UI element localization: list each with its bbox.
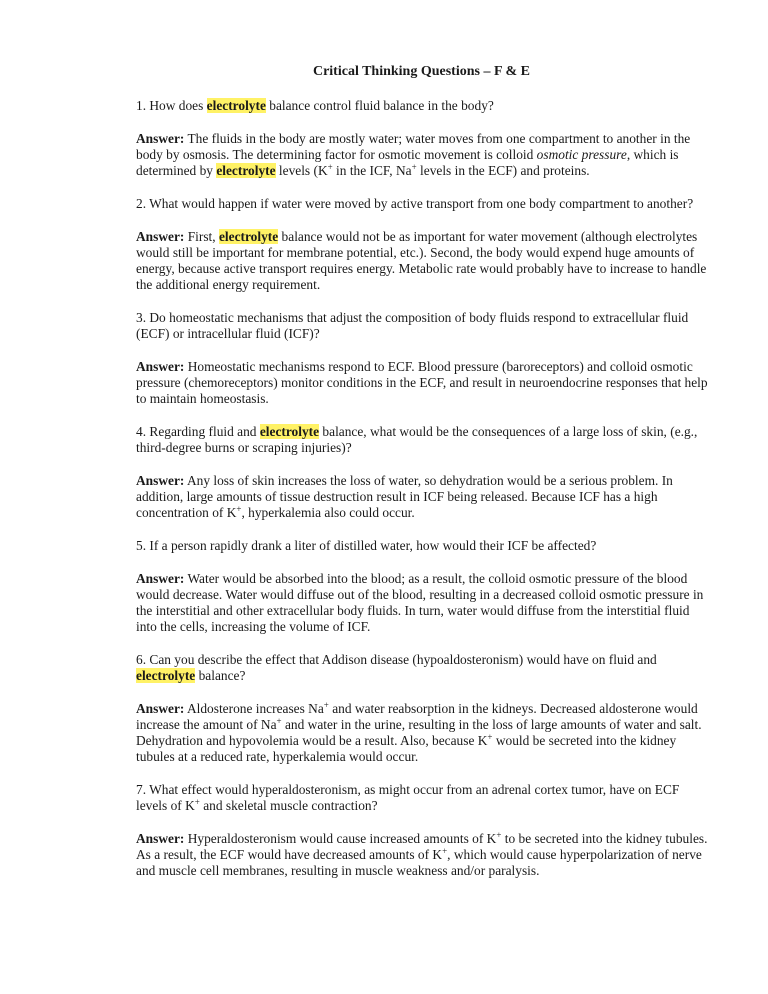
answer-text: and water reabsorption in the kidneys. Decreased aldosterone would increase the amount of Na (136, 700, 698, 732)
answer-text: , hyperkalemia also could occur. (241, 505, 415, 521)
answer-text: Water would be absorbed into the blood; as a result, the colloid osmotic pressure of the blood would decrease. Water would diffuse out of the blood, resulting in a decreased colloid osmotic pressure in the interstitial and other extracellular body fluids. In turn, water would diffuse from the interstitial fluid into the cells, increasing the volume of ICF. (136, 570, 704, 635)
answer-text: The fluids in the body are mostly water; water moves from one compartment to another in the body by osmosis. The determining factor for osmotic movement is colloid (136, 130, 691, 162)
highlighted-term: electrolyte (218, 228, 279, 244)
highlighted-term: electrolyte (259, 423, 320, 439)
question-text: 6. Can you describe the effect that Addison disease (hypoaldosteronism) would have on fluid and (136, 651, 657, 667)
answer-text: Homeostatic mechanisms respond to ECF. Blood pressure (baroreceptors) and colloid osmotic pressure (chemoreceptors) monitor conditions in the ECF, and result in neuroendocrine responses that help to maintain homeostasis. (136, 358, 708, 407)
superscript-charge: + (442, 846, 448, 857)
answer-text: , which is determined by (136, 146, 679, 179)
answer-text: Any loss of skin increases the loss of water, so dehydration would be a serious problem. In addition, large amounts of tissue destruction result in ICF being released. Because ICF has a high concentration of K (136, 472, 673, 521)
answer-italic-term: osmotic pressure (536, 146, 627, 162)
answer-text: to be secreted into the kidney tubules. As a result, the ECF would have decreased amounts of K (136, 831, 708, 863)
question-text: 7. What effect would hyperaldosteronism, as might occur from an adrenal cortex tumor, have on ECF levels of K (136, 782, 680, 814)
question-3: 3. Do homeostatic mechanisms that adjust the composition of body fluids respond to extracellular fluid (ECF) or intracellular fluid (ICF)? (136, 309, 689, 342)
answer-label: Answer: (136, 228, 185, 244)
answer-text: Aldosterone increases Na (184, 700, 324, 716)
question-text: 4. Regarding fluid and (136, 423, 260, 439)
question-text: balance, what would be the consequences of a large loss of skin, (e.g., third-degree burns or scraping injuries)? (136, 423, 698, 456)
answer-label: Answer: (136, 130, 185, 146)
answer-2 (136, 229, 708, 294)
superscript-charge: + (194, 797, 200, 808)
question-2: 2. What would happen if water were moved by active transport from one body compartment to another? (136, 195, 694, 211)
answer-5 (136, 571, 708, 636)
answer-text: in the ICF, Na (332, 163, 412, 179)
page-title: Critical Thinking Questions – F & E (312, 64, 531, 79)
highlighted-term: electrolyte (206, 98, 266, 113)
answer-text: and water in the urine, resulting in the loss of large amounts of water and salt. Dehydration and hypovolemia would be a result. Also, because K (136, 716, 702, 749)
answer-text: , which would cause hyperpolarization of nerve and muscle cell membranes, resulting in muscle weakness and/or paralysis. (136, 847, 702, 879)
answer-text: First, (184, 228, 219, 244)
answer-label: Answer: (136, 700, 185, 716)
superscript-charge: + (323, 699, 329, 710)
answer-6 (136, 701, 708, 766)
answer-text: Hyperaldosteronism would cause increased amounts of K (184, 831, 497, 846)
question-7 (136, 782, 708, 814)
highlighted-term: electrolyte (216, 163, 276, 179)
answer-3 (136, 359, 708, 408)
question-text: 1. How does (136, 98, 207, 113)
question-4 (136, 424, 708, 456)
superscript-charge: + (276, 715, 282, 726)
answer-text: would be secreted into the kidney tubules at a reduced rate, hyperkalemia would occur. (136, 733, 677, 765)
answer-text: levels in the ECF) and proteins. (416, 163, 590, 179)
question-text: balance? (195, 668, 246, 684)
answer-text: balance would not be as important for water movement (although electrolytes would still be important for membrane potential, etc.). Second, the body would expend huge amounts of energy, because active transport requires energy. Metabolic rate would probably have to increase to handle the additional energy requirement. (136, 228, 707, 293)
answer-label: Answer: (136, 831, 185, 846)
superscript-charge: + (327, 162, 333, 173)
question-5: 5. If a person rapidly drank a liter of distilled water, how would their ICF be affected? (136, 537, 597, 553)
answer-text: levels (K (275, 163, 328, 179)
answer-4 (136, 473, 708, 522)
answer-label: Answer: (136, 358, 185, 374)
answer-1 (136, 131, 708, 180)
superscript-charge: + (236, 504, 242, 515)
question-1 (136, 98, 708, 114)
answer-label: Answer: (136, 472, 185, 488)
answer-7 (136, 831, 708, 880)
superscript-charge: + (496, 830, 502, 840)
question-6 (136, 652, 708, 684)
question-text: balance control fluid balance in the body? (265, 98, 494, 113)
superscript-charge: + (487, 732, 493, 743)
highlighted-term: electrolyte (136, 668, 196, 684)
question-text: and skeletal muscle contraction? (199, 798, 378, 814)
superscript-charge: + (411, 162, 417, 173)
answer-label: Answer: (136, 570, 185, 586)
